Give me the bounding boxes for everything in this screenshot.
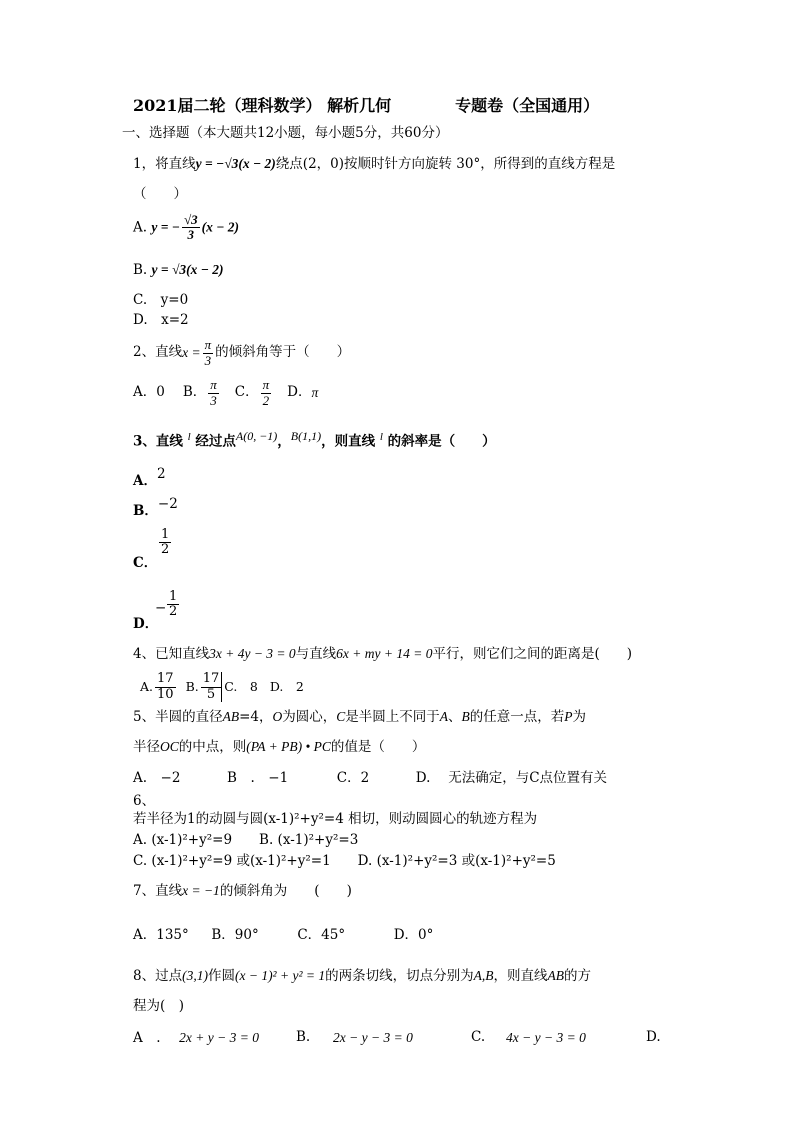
q2-rest: 的倾斜角等于（ ） xyxy=(215,344,351,361)
q3-c-fraction xyxy=(159,528,171,558)
q3-d-sign: − xyxy=(155,600,167,616)
q2-b-den: 3 xyxy=(210,392,217,408)
q4-b-num: 17 xyxy=(202,671,220,687)
q2-den: 3 xyxy=(204,352,212,368)
q5-l1e: 、 xyxy=(448,709,462,725)
question-1 xyxy=(133,157,615,172)
q3-d-label: D． xyxy=(133,616,159,632)
q8-circle: (x − 1)² + y² = 1 xyxy=(234,968,326,983)
q1-equation: y = −√3(x − 2) xyxy=(195,156,276,171)
q1-a-den: 3 xyxy=(187,227,195,243)
q8-a-label: A . xyxy=(133,1030,161,1046)
q5-option-d: D. 无法确定，与C点位置有关 xyxy=(415,770,608,786)
q6-options-cd: C. (x-1)²+y²=9 或(x-1)²+y²=1 D. (x-1)²+y²=3 或(x-1)²+y²=5 xyxy=(133,853,556,869)
q2-d-label: D． xyxy=(287,384,312,401)
q1-option-a xyxy=(133,213,239,243)
q1-a-fraction xyxy=(182,213,200,243)
q2-c-label: C． xyxy=(234,384,259,401)
q1-b-label: B. xyxy=(133,262,148,278)
q1-a-lhs: y = − xyxy=(151,219,180,235)
q5-expression: (PA + PB) • PC xyxy=(246,739,331,754)
q5-l1a: 5、半圆的直径 xyxy=(133,709,223,725)
question-2 xyxy=(133,336,350,370)
q6-stem: 若半径为1的动圆与圆(x-1)²+y²=4 相切，则动圆圆心的轨迹方程为 xyxy=(133,811,538,827)
q5-l1d: 是半圆上不同于 xyxy=(345,709,440,725)
q5-ab: AB xyxy=(222,709,240,724)
q5-options xyxy=(133,772,607,786)
q3-l1: l xyxy=(187,431,191,443)
q2-options xyxy=(133,376,318,410)
q8-d-label: D. xyxy=(646,1029,661,1045)
q3-mid2: ，则直线 xyxy=(321,433,376,450)
q3-mid1: 经过点 xyxy=(195,433,236,450)
q5-o: O xyxy=(272,709,283,724)
title-sub: 专题卷（全国通用） xyxy=(455,96,600,115)
q5-p: P xyxy=(564,709,573,724)
q8-rest2: ，则直线 xyxy=(493,968,548,984)
q8-rest1: 的两条切线，切点分别为 xyxy=(325,968,474,984)
q1-option-d: D. x=2 xyxy=(133,312,189,328)
q5-a: A xyxy=(439,709,449,724)
q5-l1g: 为 xyxy=(572,709,587,725)
q5-c: C xyxy=(336,709,346,724)
q3-c-num: 1 xyxy=(161,527,170,542)
q8-options xyxy=(133,1031,663,1046)
q5-l2c: 的值是（ ） xyxy=(330,739,426,755)
q3-a-value: 2 xyxy=(156,466,166,482)
q4-a-den: 10 xyxy=(157,686,174,702)
q2-option-c xyxy=(261,378,272,408)
q3-point-a: A(0, −1) xyxy=(235,429,278,443)
q3-point-b: B(1,1) xyxy=(290,429,322,443)
q5-option-c: C．2 xyxy=(336,770,370,786)
q4-option-a xyxy=(155,672,176,702)
q7-option-b: B．90° xyxy=(211,927,259,943)
q2-b-num: π xyxy=(210,377,217,393)
q3-stem: 3、直线 xyxy=(133,433,183,450)
q6-number: 6、 xyxy=(133,793,156,809)
q3-l2: l xyxy=(379,431,383,443)
q4-option-b xyxy=(201,672,223,702)
q3-option-b xyxy=(133,496,178,519)
q3-rest: 的斜率是（ ） xyxy=(387,433,496,450)
q7-option-d: D．0° xyxy=(393,927,434,943)
q4-b-label: B. xyxy=(185,678,199,694)
q4-eq2: 6x + my + 14 = 0 xyxy=(336,646,433,661)
q3-d-den: 2 xyxy=(169,604,178,620)
q5-b: B xyxy=(461,709,470,724)
section-heading: 一、选择题（本大题共12小题，每小题5分，共60分） xyxy=(122,125,449,141)
q5-option-a: A. −2 xyxy=(133,770,181,786)
question-5-line-1 xyxy=(133,710,586,725)
question-4 xyxy=(133,647,632,662)
q8-option-b: 2x − y − 3 = 0 xyxy=(333,1030,413,1045)
q6-options-ab: A. (x-1)²+y²=9 B. (x-1)²+y²=3 xyxy=(133,832,359,848)
q1-b-eq: y = √3(x − 2) xyxy=(151,262,224,277)
q4-mid: 与直线 xyxy=(295,646,337,662)
q8-stem: 8、过点 xyxy=(133,968,183,984)
q4-eq1: 3x + 4y − 3 = 0 xyxy=(209,646,296,661)
q1-rest: 绕点(2，0)按顺时针方向旋转 30°，所得到的直线方程是 xyxy=(275,156,616,172)
q8-b-label: B. xyxy=(296,1029,311,1045)
q7-eq: x = −1 xyxy=(182,883,220,898)
q8-option-c: 4x − y − 3 = 0 xyxy=(506,1030,586,1045)
q2-c-num: π xyxy=(262,377,270,393)
q5-l1f: 的任意一点，若 xyxy=(469,709,565,725)
q8-ab2: AB xyxy=(547,968,564,983)
q1-paren: （ ） xyxy=(133,186,187,202)
q5-option-b: B . −1 xyxy=(227,770,289,786)
q1-option-c: C. y=0 xyxy=(133,292,189,308)
q1-option-b xyxy=(133,263,224,278)
q7-options xyxy=(133,929,433,943)
q1-a-num: √3 xyxy=(183,212,198,227)
q7-rest: 的倾斜角为 ( ) xyxy=(219,883,352,899)
q3-c-label: C． xyxy=(133,555,158,571)
q2-c-den: 2 xyxy=(262,392,270,408)
page-title xyxy=(133,93,599,116)
q5-l2b: 的中点，则 xyxy=(178,739,247,755)
q4-a-label: A. xyxy=(140,678,154,694)
q5-l1b: =4， xyxy=(239,709,273,725)
question-8-line-1 xyxy=(133,969,591,984)
q2-option-d: π xyxy=(311,385,319,401)
q8-c-label: C. xyxy=(471,1029,486,1045)
question-3 xyxy=(133,430,496,449)
q2-b-label: B． xyxy=(182,384,207,401)
q2-option-b xyxy=(208,378,219,408)
q5-l1c: 为圆心， xyxy=(282,709,337,725)
q3-b-value: −2 xyxy=(157,496,178,512)
q2-num: π xyxy=(204,337,212,353)
title-main: 2021届二轮（理科数学） 解析几何 xyxy=(133,96,392,115)
question-5-line-2 xyxy=(133,740,425,755)
q4-stem: 4、已知直线 xyxy=(133,646,210,662)
q4-option-d: D. 2 xyxy=(269,678,304,694)
q1-a-rhs: (x − 2) xyxy=(201,219,240,235)
q7-option-c: C．45° xyxy=(297,927,346,943)
q3-a-label: A． xyxy=(133,473,157,489)
q7-option-a: A．135° xyxy=(133,927,189,943)
q4-b-den: 5 xyxy=(206,686,216,702)
q3-sep: ， xyxy=(277,433,291,450)
q8-option-a: 2x + y − 3 = 0 xyxy=(179,1030,259,1045)
q8-point: (3,1) xyxy=(182,968,208,983)
q3-option-a xyxy=(133,466,166,489)
q3-b-label: B． xyxy=(133,503,158,519)
q8-rest3: 的方 xyxy=(564,968,591,984)
q5-l2a: 半径 xyxy=(133,739,160,755)
q4-options xyxy=(140,670,304,704)
question-7 xyxy=(133,884,352,899)
q2-stem: 2、直线 xyxy=(133,344,183,361)
q1-a-label: A. xyxy=(133,219,148,236)
q3-d-fraction xyxy=(167,590,179,620)
q2-fraction xyxy=(203,338,214,368)
q2-eq-lhs: x = xyxy=(182,345,201,361)
q1-stem: 1，将直线 xyxy=(133,156,196,172)
q8-ab: A,B xyxy=(473,968,494,983)
q5-oc: OC xyxy=(160,739,179,754)
q7-stem: 7、直线 xyxy=(133,883,183,899)
q2-option-a: A．0 xyxy=(133,384,165,401)
q4-option-c: C. 8 xyxy=(224,678,258,694)
q3-d-num: 1 xyxy=(169,589,178,604)
q8-mid: 作圆 xyxy=(207,968,235,984)
question-8-line-2: 程为( ) xyxy=(133,998,185,1014)
q3-c-den: 2 xyxy=(161,542,170,558)
q4-rest: 平行，则它们之间的距离是( ) xyxy=(432,646,633,662)
q4-a-num: 17 xyxy=(157,671,174,687)
